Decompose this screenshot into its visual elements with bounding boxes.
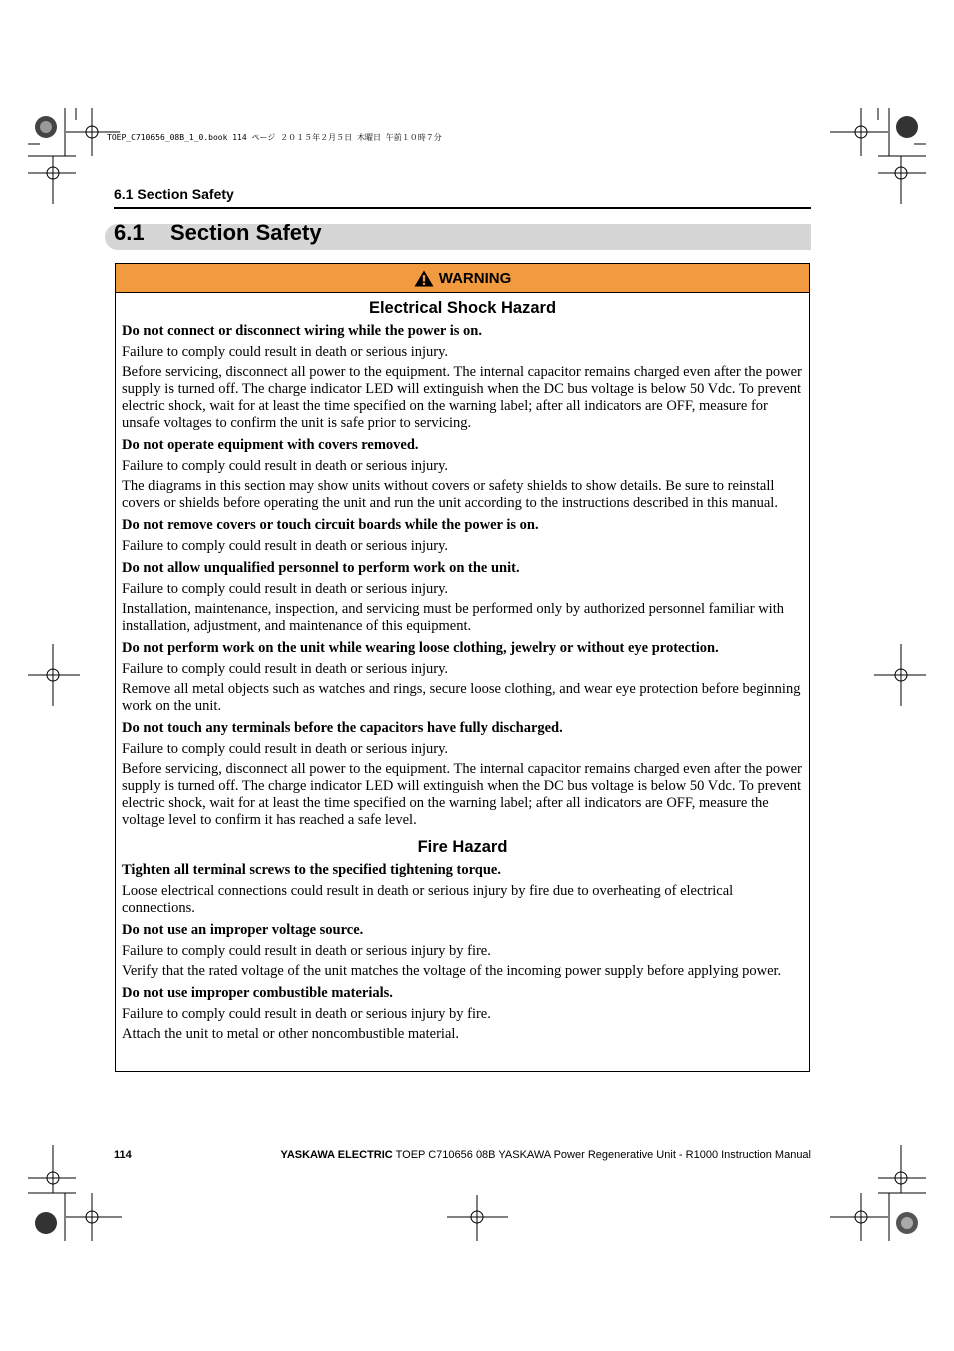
- hazard-instruction: Do not allow unqualified personnel to perform work on the unit.: [122, 560, 520, 576]
- hazard-detail: Installation, maintenance, inspection, and servicing must be performed only by authorized personnel familiar with installation, adjustment, and maintenance of this equipment.: [122, 601, 784, 634]
- hazard-instruction: Do not use improper combustible materials.: [122, 985, 393, 1001]
- warning-header: [116, 264, 809, 293]
- hazard-instruction: Tighten all terminal screws to the specified tightening torque.: [122, 862, 501, 878]
- footer-manual: TOEP C710656 08B YASKAWA Power Regenerative Unit - R1000 Instruction Manual: [395, 1149, 811, 1161]
- footer-manual-title: [281, 1149, 812, 1161]
- hazard-instruction: Do not touch any terminals before the capacitors have fully discharged.: [122, 720, 563, 736]
- section-title: [114, 220, 322, 246]
- hazard-consequence: Failure to comply could result in death or serious injury.: [122, 741, 449, 757]
- hazard-detail: The diagrams in this section may show units without covers or safety shields to show details. Be sure to reinstall covers or shields before operating the unit and run the unit according to the instructions described in this manual.: [122, 478, 778, 511]
- hazard-detail: Before servicing, disconnect all power to the equipment. The internal capacitor remains charged even after the power supply is turned off. The charge indicator LED will extinguish when the DC bus voltage is below 50 Vdc. To prevent electric shock, wait for at least the time specified on the warning label; after all indicators are OFF, measure the voltage level to confirm it has reached a safe level.: [122, 761, 802, 828]
- hazard-consequence: Failure to comply could result in death or serious injury by fire.: [122, 943, 491, 959]
- hazard-detail: Attach the unit to metal or other noncombustible material.: [122, 1026, 460, 1042]
- hazard-consequence: Failure to comply could result in death or serious injury.: [122, 581, 449, 597]
- warning-label: WARNING: [438, 269, 512, 287]
- hazard-heading: Fire Hazard: [417, 838, 508, 856]
- hazard-consequence: Loose electrical connections could result in death or serious injury by fire due to overheating of electrical connections.: [122, 883, 734, 916]
- print-slug: TOEP_C710656_08B_1_0.book 114 ページ ２０１５年２月５日 木曜日 午前１０時７分: [107, 133, 442, 142]
- hazard-instruction: Do not use an improper voltage source.: [122, 922, 364, 938]
- hazard-instruction: Do not connect or disconnect wiring while the power is on.: [122, 323, 482, 339]
- hazard-instruction: Do not operate equipment with covers removed.: [122, 437, 419, 453]
- page-number: 114: [114, 1149, 132, 1161]
- running-head: 6.1 Section Safety: [114, 186, 234, 202]
- warning-body: [116, 293, 809, 1043]
- hazard-heading: Electrical Shock Hazard: [368, 299, 557, 317]
- hazard-consequence: Failure to comply could result in death or serious injury.: [122, 661, 449, 677]
- hazard-consequence: Failure to comply could result in death or serious injury.: [122, 458, 449, 474]
- hazard-instruction: Do not remove covers or touch circuit boards while the power is on.: [122, 517, 539, 533]
- warning-box: [115, 263, 810, 1072]
- hazard-detail: Before servicing, disconnect all power to the equipment. The internal capacitor remains charged even after the power supply is turned off. The charge indicator LED will extinguish when the DC bus voltage is below 50 Vdc. To prevent electric shock, wait for at least the time specified on the warning label; after all indicators are OFF, measure for unsafe voltages to confirm the unit is safe prior to servicing.: [122, 364, 802, 431]
- hazard-detail: Remove all metal objects such as watches and rings, secure loose clothing, and wear eye protection before beginning work on the unit.: [122, 681, 801, 714]
- header-rule: [114, 207, 811, 209]
- hazard-consequence: Failure to comply could result in death or serious injury.: [122, 538, 449, 554]
- hazard-consequence: Failure to comply could result in death or serious injury.: [122, 344, 449, 360]
- hazard-consequence: Failure to comply could result in death or serious injury by fire.: [122, 1006, 491, 1022]
- footer-brand: YASKAWA ELECTRIC: [280, 1149, 393, 1161]
- section-title-text: Section Safety: [170, 220, 322, 245]
- hazard-detail: Verify that the rated voltage of the unit matches the voltage of the incoming power supply before applying power.: [122, 963, 782, 979]
- hazard-instruction: Do not perform work on the unit while wearing loose clothing, jewelry or without eye protection.: [122, 640, 719, 656]
- warning-triangle-icon: [414, 270, 434, 287]
- section-number: 6.1: [114, 220, 145, 245]
